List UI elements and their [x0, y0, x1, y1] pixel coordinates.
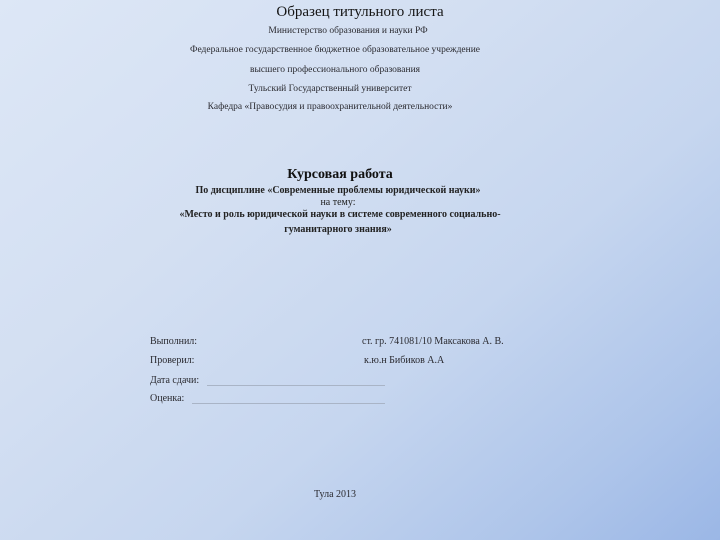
date-label: Дата сдачи:: [150, 375, 200, 386]
department-line: Кафедра «Правосудия и правоохранительной деятельности»: [207, 102, 453, 112]
topic-line-2: гуманитарного знания»: [284, 224, 392, 235]
city-year: Тула 2013: [313, 489, 357, 500]
institution-line-2: высшего профессионального образования: [249, 65, 421, 75]
performed-label: Выполнил:: [150, 336, 198, 347]
grade-label: Оценка:: [150, 393, 185, 404]
date-blank-line: [207, 385, 385, 386]
topic-line-1: «Место и роль юридической науки в системе современного социально-: [179, 209, 501, 220]
ministry-line: Министерство образования и науки РФ: [268, 26, 428, 36]
discipline-line: По дисциплине «Современные проблемы юридической науки»: [195, 185, 481, 196]
university-line: Тульский Государственный университет: [248, 84, 412, 94]
performed-value: ст. гр. 741081/10 Максакова А. В.: [362, 336, 504, 347]
institution-line-1: Федеральное государственное бюджетное образовательное учреждение: [189, 45, 481, 55]
slide-title: Образец титульного листа: [276, 4, 444, 20]
checked-value: к.ю.н Бибиков А.А: [364, 355, 445, 366]
topic-intro: на тему:: [320, 197, 356, 208]
grade-blank-line: [192, 403, 385, 404]
checked-label: Проверил:: [150, 355, 195, 366]
work-type: Курсовая работа: [287, 167, 393, 182]
